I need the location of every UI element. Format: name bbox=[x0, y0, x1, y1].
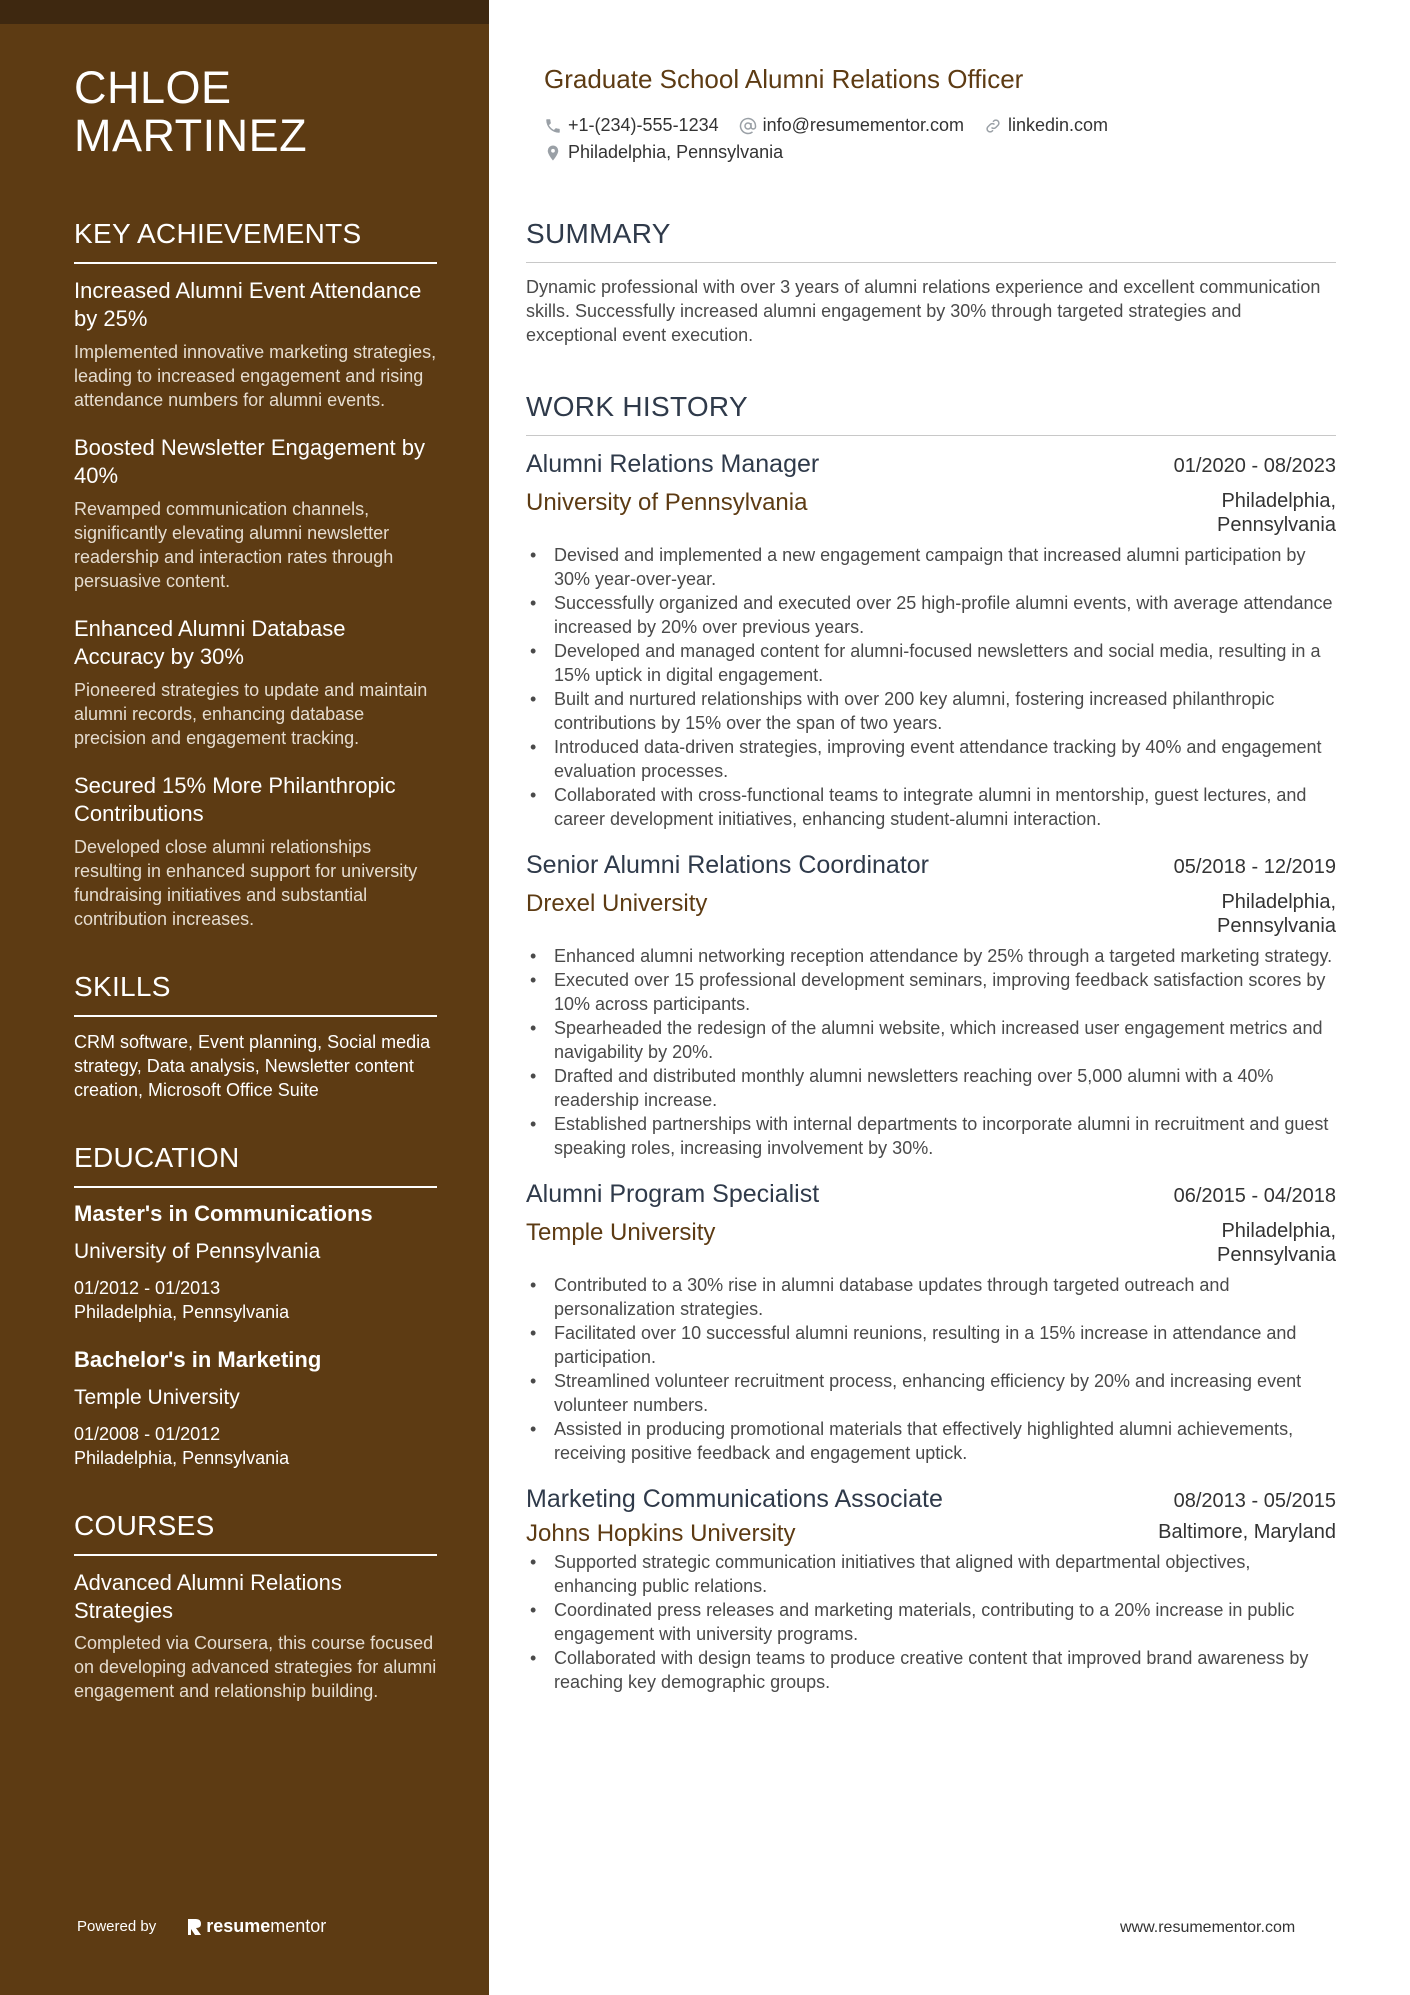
job-dates: 08/2013 - 05/2015 bbox=[1173, 1490, 1336, 1512]
education-location: Philadelphia, Pennsylvania bbox=[74, 1448, 290, 1468]
achievement-title: Boosted Newsletter Engagement by 40% bbox=[74, 435, 425, 488]
job-role: Senior Alumni Relations Coordinator bbox=[526, 851, 929, 879]
job-entry bbox=[526, 450, 1336, 831]
job-role: Alumni Relations Manager bbox=[526, 450, 820, 478]
bullet-item: • Spearheaded the redesign of the alumni website, which increased user engagement metrics and navigability by 20%. bbox=[526, 1016, 1336, 1064]
achievement-description: Developed close alumni relationships resulting in enhanced support for university fundraising initiatives and substantial contribution increases. bbox=[74, 837, 418, 929]
achievement-item bbox=[74, 434, 437, 593]
job-entry bbox=[526, 1485, 1336, 1694]
achievement-description: Pioneered strategies to update and maintain alumni records, enhancing database precision and engagement tracking. bbox=[74, 680, 428, 748]
job-bullets bbox=[526, 1550, 1336, 1694]
achievement-item bbox=[74, 277, 437, 412]
summary-text: Dynamic professional with over 3 years of alumni relations experience and excellent communication skills. Successfully increased alumni engagement by 30% through targeted strategies and exceptional event execution. bbox=[526, 277, 1321, 345]
education-dates: 01/2012 - 01/2013 bbox=[74, 1278, 221, 1298]
achievement-title: Enhanced Alumni Database Accuracy by 30% bbox=[74, 616, 346, 669]
brand-bold: resume bbox=[206, 1916, 271, 1936]
contact-info bbox=[544, 112, 1334, 166]
job-role: Alumni Program Specialist bbox=[526, 1180, 820, 1208]
resumementor-logo-icon bbox=[186, 1917, 202, 1937]
bullet-item: • Contributed to a 30% rise in alumni database updates through targeted outreach and personalization strategies. bbox=[526, 1273, 1336, 1321]
key-achievements-heading: KEY ACHIEVEMENTS bbox=[74, 218, 437, 264]
contact-location bbox=[544, 142, 783, 163]
education-item bbox=[74, 1346, 437, 1470]
footer-website-link[interactable]: www.resumementor.com bbox=[1120, 1919, 1296, 1936]
education-degree: Master's in Communications bbox=[74, 1201, 373, 1226]
bullet-item: • Collaborated with design teams to produce creative content that improved brand awareness by reaching key demographic groups. bbox=[526, 1646, 1336, 1694]
job-company: Drexel University bbox=[526, 890, 708, 917]
bullet-item: • Established partnerships with internal departments to incorporate alumni in recruitment and guest speaking roles, increasing involvement by 30%. bbox=[526, 1112, 1336, 1160]
job-location: Philadelphia, Pennsylvania bbox=[1217, 490, 1336, 536]
at-icon bbox=[739, 117, 757, 135]
bullet-item: • Drafted and distributed monthly alumni newsletters reaching over 5,000 alumni with a 40% readership increase. bbox=[526, 1064, 1336, 1112]
brand-light: mentor bbox=[270, 1916, 327, 1936]
phone-text: +1-(234)-555-1234 bbox=[568, 115, 719, 135]
candidate-name: CHLOE MARTINEZ bbox=[74, 62, 308, 161]
contact-phone[interactable] bbox=[544, 115, 719, 136]
job-location: Philadelphia, Pennsylvania bbox=[1217, 891, 1336, 937]
bullet-item: • Assisted in producing promotional materials that effectively highlighted alumni achievements, receiving positive feedback and engagement uptick. bbox=[526, 1417, 1336, 1465]
link-icon bbox=[984, 117, 1002, 135]
education-item bbox=[74, 1200, 437, 1324]
bullet-item: • Supported strategic communication initiatives that aligned with departmental objectives, enhancing public relations. bbox=[526, 1550, 1336, 1598]
sidebar-top-bar bbox=[0, 0, 489, 24]
job-role: Marketing Communications Associate bbox=[526, 1485, 943, 1513]
job-entry bbox=[526, 1180, 1336, 1465]
key-achievements-section bbox=[74, 218, 437, 931]
job-dates: 06/2015 - 04/2018 bbox=[1173, 1185, 1336, 1207]
course-description: Completed via Coursera, this course focused on developing advanced strategies for alumni engagement and relationship building. bbox=[74, 1633, 437, 1701]
summary-section bbox=[526, 218, 1336, 347]
achievement-description: Implemented innovative marketing strategies, leading to increased engagement and rising attendance numbers for alumni events. bbox=[74, 342, 437, 410]
resumementor-logo[interactable] bbox=[186, 1916, 326, 1937]
powered-by bbox=[77, 1916, 326, 1937]
skills-section bbox=[74, 971, 437, 1102]
job-bullets bbox=[526, 543, 1336, 831]
job-company: Temple University bbox=[526, 1219, 716, 1246]
job-bullets bbox=[526, 944, 1336, 1160]
achievement-title: Secured 15% More Philanthropic Contributions bbox=[74, 773, 396, 826]
education-degree: Bachelor's in Marketing bbox=[74, 1347, 322, 1372]
work-history-section bbox=[526, 391, 1336, 1694]
email-text: info@resumementor.com bbox=[762, 115, 964, 135]
courses-section bbox=[74, 1510, 437, 1703]
achievement-item bbox=[74, 772, 437, 931]
powered-by-label: Powered by bbox=[77, 1918, 157, 1935]
bullet-item: • Streamlined volunteer recruitment process, enhancing efficiency by 20% and increasing event volunteer numbers. bbox=[526, 1369, 1336, 1417]
education-heading: EDUCATION bbox=[74, 1142, 437, 1188]
achievement-item bbox=[74, 615, 437, 750]
skills-list: CRM software, Event planning, Social media strategy, Data analysis, Newsletter content creation, Microsoft Office Suite bbox=[74, 1032, 431, 1100]
linkedin-text: linkedin.com bbox=[1007, 115, 1109, 135]
job-company: University of Pennsylvania bbox=[526, 489, 808, 516]
job-location: Baltimore, Maryland bbox=[1158, 1521, 1336, 1543]
bullet-item: • Enhanced alumni networking reception attendance by 25% through a targeted marketing strategy. bbox=[526, 944, 1336, 968]
phone-icon bbox=[544, 117, 562, 135]
bullet-item: • Executed over 15 professional development seminars, improving feedback satisfaction scores by 10% across participants. bbox=[526, 968, 1336, 1016]
bullet-item: • Coordinated press releases and marketing materials, contributing to a 20% increase in public engagement with university programs. bbox=[526, 1598, 1336, 1646]
contact-linkedin[interactable] bbox=[984, 115, 1108, 136]
job-bullets bbox=[526, 1273, 1336, 1465]
bullet-item: • Successfully organized and executed over 25 high-profile alumni events, with average attendance increased by 20% over previous years. bbox=[526, 591, 1336, 639]
education-school: University of Pennsylvania bbox=[74, 1240, 321, 1263]
education-section bbox=[74, 1142, 437, 1470]
skills-heading: SKILLS bbox=[74, 971, 437, 1017]
resumementor-logo-text bbox=[206, 1916, 326, 1937]
summary-heading: SUMMARY bbox=[526, 218, 1336, 263]
job-location: Philadelphia, Pennsylvania bbox=[1217, 1220, 1336, 1266]
job-entry bbox=[526, 851, 1336, 1160]
location-text: Philadelphia, Pennsylvania bbox=[568, 142, 784, 162]
headline: Graduate School Alumni Relations Officer bbox=[544, 64, 1024, 94]
contact-email[interactable] bbox=[739, 115, 964, 136]
bullet-item: • Collaborated with cross-functional teams to integrate alumni in mentorship, guest lectures, and career development initiatives, enhancing student-alumni interaction. bbox=[526, 783, 1336, 831]
achievement-description: Revamped communication channels, significantly elevating alumni newsletter readership and interaction rates through persuasive content. bbox=[74, 499, 394, 591]
education-dates: 01/2008 - 01/2012 bbox=[74, 1424, 221, 1444]
job-dates: 05/2018 - 12/2019 bbox=[1173, 856, 1336, 878]
sidebar bbox=[0, 0, 489, 1995]
work-history-heading: WORK HISTORY bbox=[526, 391, 1336, 436]
bullet-item: • Facilitated over 10 successful alumni reunions, resulting in a 15% increase in attendance and participation. bbox=[526, 1321, 1336, 1369]
course-title: Advanced Alumni Relations Strategies bbox=[74, 1570, 342, 1623]
bullet-item: • Built and nurtured relationships with over 200 key alumni, fostering increased philanthropic contributions by 15% over the span of two years. bbox=[526, 687, 1336, 735]
bullet-item: • Introduced data-driven strategies, improving event attendance tracking by 40% and engagement evaluation processes. bbox=[526, 735, 1336, 783]
education-location: Philadelphia, Pennsylvania bbox=[74, 1302, 290, 1322]
courses-heading: COURSES bbox=[74, 1510, 437, 1556]
location-pin-icon bbox=[544, 144, 562, 162]
bullet-item: • Devised and implemented a new engagement campaign that increased alumni participation by 30% year-over-year. bbox=[526, 543, 1336, 591]
job-dates: 01/2020 - 08/2023 bbox=[1173, 455, 1336, 477]
course-item bbox=[74, 1569, 437, 1703]
bullet-item: • Developed and managed content for alumni-focused newsletters and social media, resulting in a 15% uptick in digital engagement. bbox=[526, 639, 1336, 687]
achievement-title: Increased Alumni Event Attendance by 25% bbox=[74, 278, 422, 331]
job-company: Johns Hopkins University bbox=[526, 1520, 796, 1547]
education-school: Temple University bbox=[74, 1386, 240, 1409]
